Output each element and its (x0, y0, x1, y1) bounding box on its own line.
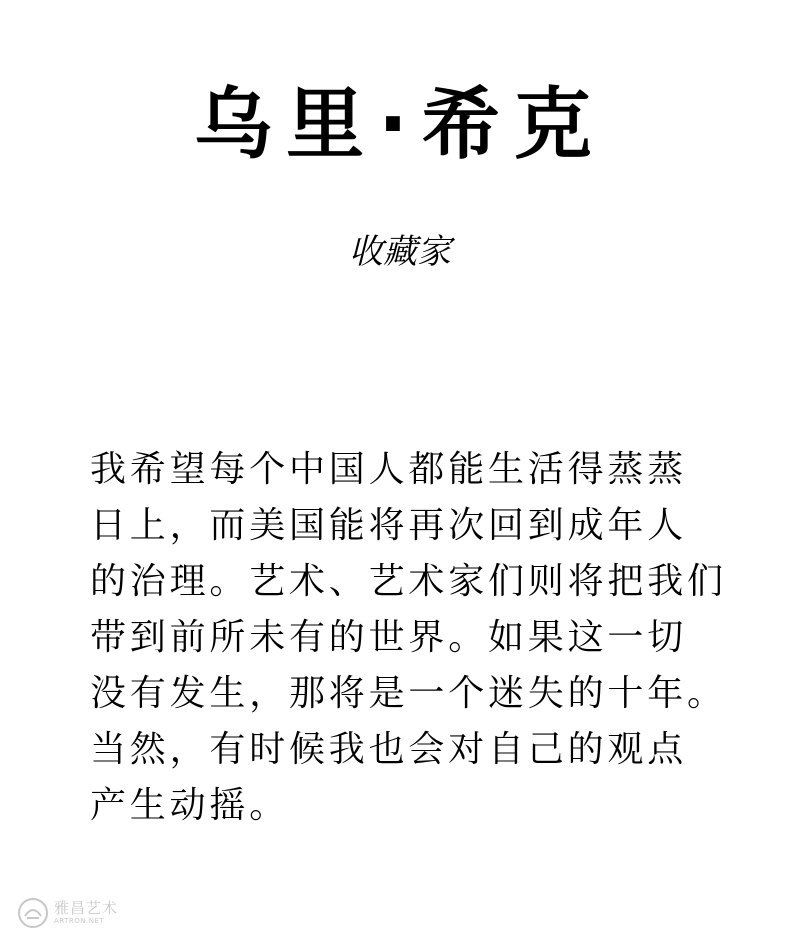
quote-paragraph (90, 442, 727, 834)
quote-line: 带到前所未有的世界。如果这一切 (90, 617, 688, 658)
watermark-name-cn: 雅昌艺术 (54, 899, 119, 917)
quote-line: 日上，而美国能将再次回到成年人 (90, 505, 688, 546)
quote-line: 我希望每个中国人都能生活得蒸蒸 (90, 449, 688, 490)
page-title: 乌里·希克 (194, 80, 606, 170)
quote-line: 的治理。艺术、艺术家们则将把我们 (90, 561, 727, 602)
quote-line: 产生动摇。 (90, 785, 290, 826)
watermark-text (54, 900, 118, 926)
watermark-name-en: ARTRON.NET (54, 917, 105, 925)
page-subtitle: 收藏家 (349, 232, 451, 272)
artda-logo-icon (16, 896, 50, 930)
quote-line: 没有发生，那将是一个迷失的十年。 (90, 673, 727, 714)
watermark (16, 893, 118, 933)
quote-line: 当然，有时候我也会对自己的观点 (90, 729, 688, 770)
